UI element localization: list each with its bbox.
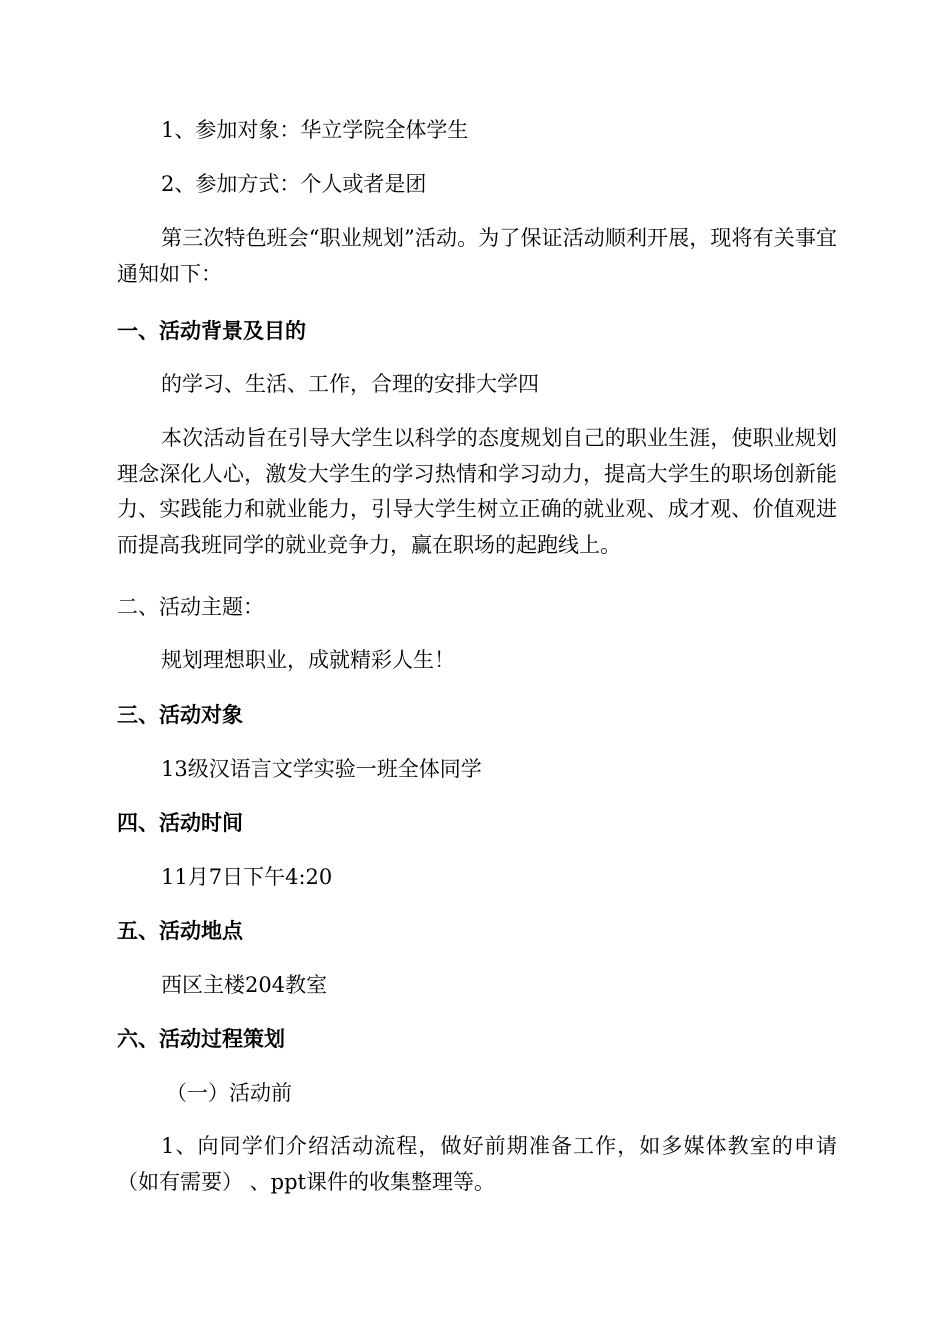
- section-heading-location: 五、活动地点: [117, 918, 243, 943]
- theme-body: 规划理想职业，成就精彩人生！: [161, 648, 455, 672]
- background-paragraph: 本次活动旨在引导大学生以科学的态度规划自己的职业生涯，使职业规划理念深化人心，激发大学生的学习热情和学习动力，提高大学生的职场创新能力、实践能力和就业能力，引导大学生树立正确的就业观、成才观、价值观进而提高我班同学的就业竞争力，赢在职场的起跑线上。: [117, 426, 837, 557]
- background-fragment-line: 的学习、生活、工作，合理的安排大学四: [161, 372, 539, 396]
- audience-body: 13级汉语言文学实验一班全体同学: [161, 757, 482, 781]
- participants-line: 1、参加对象：华立学院全体学生: [161, 118, 469, 142]
- location-body: 西区主楼204教室: [161, 973, 328, 997]
- section-heading-theme: 二、活动主题：: [117, 595, 264, 619]
- section-heading-time: 四、活动时间: [117, 810, 243, 835]
- process-item-1: 1、向同学们介绍活动流程，做好前期准备工作，如多媒体教室的申请（如有需要） 、ppt课件的收集整理等。: [117, 1134, 837, 1194]
- intro-paragraph: 第三次特色班会“职业规划”活动。为了保证活动顺利开展，现将有关事宜通知如下：: [117, 226, 837, 286]
- participation-method-line: 2、参加方式：个人或者是团: [161, 172, 427, 196]
- process-subheading-before: （一）活动前: [166, 1081, 292, 1105]
- time-body: 11月7日下午4:20: [161, 865, 333, 889]
- section-heading-process: 六、活动过程策划: [117, 1026, 285, 1051]
- section-heading-background: 一、活动背景及目的: [117, 318, 306, 343]
- section-heading-audience: 三、活动对象: [117, 702, 243, 727]
